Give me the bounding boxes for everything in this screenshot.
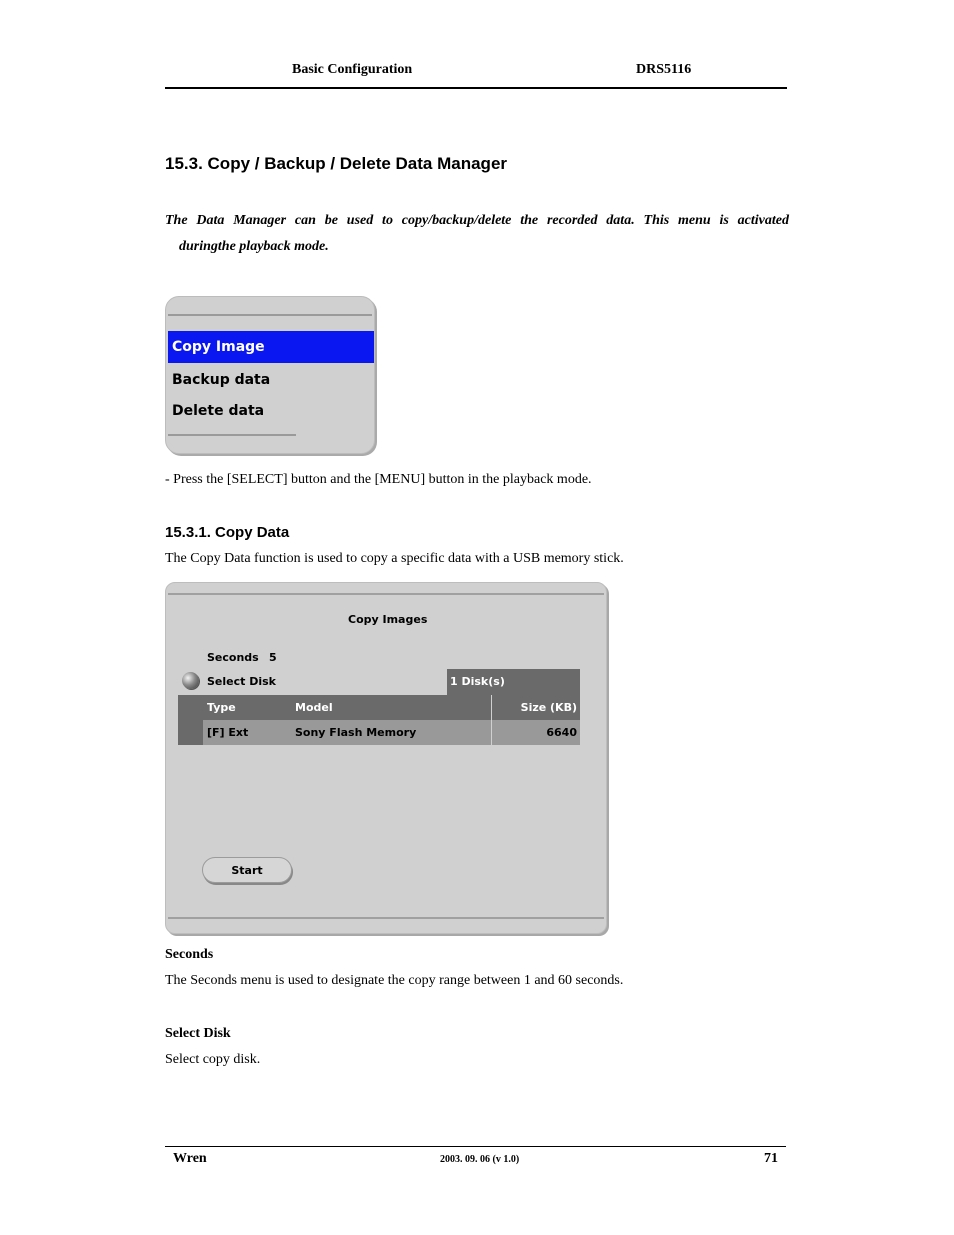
subsection-title: 15.3.1. Copy Data: [165, 524, 290, 541]
data-manager-menu: [165, 296, 375, 454]
panel-bottom-divider: [168, 917, 604, 919]
section-title: 15.3. Copy / Backup / Delete Data Manager: [165, 154, 508, 173]
header-left: Basic Configuration: [292, 62, 413, 77]
select-disk-label: Select Disk: [207, 675, 276, 688]
table-row-size[interactable]: 6640: [492, 720, 580, 745]
menu-item-delete-data[interactable]: Delete data: [172, 403, 265, 419]
seconds-heading: Seconds: [165, 947, 214, 962]
menu-top-divider: [168, 314, 372, 316]
table-row-type[interactable]: [F] Ext: [203, 720, 291, 745]
select-disk-heading: Select Disk: [165, 1026, 231, 1041]
panel-title: Copy Images: [348, 613, 428, 626]
select-disk-radio-icon[interactable]: [182, 672, 199, 689]
table-header-model: Model: [291, 695, 491, 720]
footer-center: 2003. 09. 06 (v 1.0): [440, 1154, 520, 1165]
panel-top-divider: [168, 593, 604, 595]
menu-bottom-divider: [168, 434, 296, 436]
seconds-label: Seconds: [207, 651, 259, 664]
intro-text: [165, 208, 789, 260]
table-row-gutter[interactable]: [178, 720, 203, 745]
seconds-value[interactable]: 5: [269, 651, 277, 664]
header-right: DRS5116: [636, 62, 692, 77]
header-rule: [165, 87, 787, 89]
menu-item-backup-data[interactable]: Backup data: [172, 372, 271, 388]
intro-line2: duringthe playback mode.: [179, 239, 329, 254]
intro-line1: The Data Manager can be used to copy/backup/delete the recorded data. This menu is activated: [165, 213, 789, 228]
press-note: - Press the [SELECT] button and the [MENU] button in the playback mode.: [165, 472, 592, 487]
copy-images-panel: [165, 582, 607, 934]
footer-left: Wren: [173, 1151, 207, 1166]
footer-rule: [165, 1146, 786, 1147]
table-header-type: Type: [203, 695, 291, 720]
start-button[interactable]: Start: [202, 857, 292, 883]
seconds-description: The Seconds menu is used to designate the copy range between 1 and 60 seconds.: [165, 973, 624, 988]
menu-item-copy-image[interactable]: Copy Image: [168, 331, 374, 363]
footer-page-number: 71: [764, 1151, 778, 1166]
select-disk-description: Select copy disk.: [165, 1052, 261, 1067]
copy-data-description: The Copy Data function is used to copy a specific data with a USB memory stick.: [165, 551, 624, 566]
table-row-model[interactable]: Sony Flash Memory: [291, 720, 491, 745]
table-header-size: Size (KB): [492, 695, 580, 720]
disk-count-select[interactable]: 1 Disk(s): [447, 669, 580, 695]
table-header-gutter: [178, 695, 203, 720]
